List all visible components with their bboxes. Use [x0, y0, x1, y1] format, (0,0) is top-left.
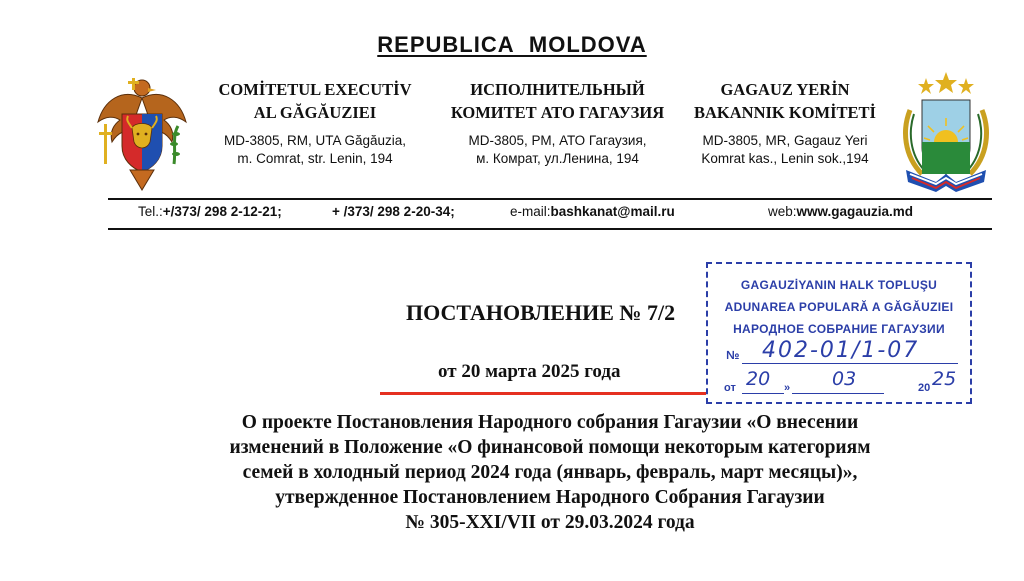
stamp-number-underline	[742, 363, 958, 364]
header-column-romanian	[200, 78, 430, 168]
subject-line: утвержденное Постановлением Народного Собрания Гагаузии	[275, 487, 825, 508]
phone-2	[332, 204, 455, 219]
header-divider-bottom	[108, 228, 992, 230]
header-column-gagauz	[680, 78, 890, 168]
stamp-line-romanian: ADUNAREA POPULARĂ A GĂGĂUZIEI	[724, 300, 954, 314]
stamp-line-gagauz: GAGAUZİYANIN HALK TOPLUŞU	[740, 278, 938, 292]
stamp-month-handwritten: 03	[832, 368, 857, 390]
address-ru: MD-3805, РМ, АТО Гагаузия, м. Комрат, ул.Ленина, 194	[468, 133, 647, 166]
stamp-date-row	[722, 368, 958, 398]
subject-line: семей в холодный период 2024 года (январь, февраль, март месяцы)»,	[242, 462, 858, 483]
red-underline	[380, 392, 706, 395]
website	[768, 204, 913, 219]
subject-line: О проекте Постановления Народного собрания Гагаузии «О внесении	[241, 412, 859, 433]
moldova-coat-of-arms	[92, 70, 192, 192]
committee-name-gag: GAGAUZ YERİN BAKANNIK KOMİTETİ	[694, 80, 876, 122]
stamp-day-handwritten: 20	[746, 368, 771, 390]
stamp-day-quote: »	[784, 382, 791, 394]
email-label: e-mail:	[510, 204, 551, 219]
gagauzia-coat-of-arms	[896, 70, 996, 194]
phone-2-value: + /373/ 298 2-20-34;	[332, 204, 455, 219]
stamp-number-row	[722, 338, 958, 368]
subject-line: изменений в Положение «О финансовой помощи некоторым категориям	[229, 437, 871, 458]
stamp-number-handwritten: 402-01/1-07	[762, 338, 920, 363]
country-heading	[0, 32, 1024, 58]
stamp-month-underline	[792, 393, 884, 394]
phone-label: Tel.:	[138, 204, 163, 219]
decree-subject	[120, 410, 980, 535]
address-ro: MD-3805, RM, UTA Găgăuzia, m. Comrat, str. Lenin, 194	[223, 133, 407, 166]
address-gag: MD-3805, MR, Gagauz Yeri Komrat kas., Lenin sok.,194	[701, 133, 869, 166]
stamp-year-handwritten: 25	[932, 368, 957, 390]
committee-name-ru: ИСПОЛНИТЕЛЬНЫЙ КОМИТЕТ АТО ГАГАУЗИЯ	[450, 80, 665, 122]
committee-name-ro: COMİTETUL EXECUTİV AL GĂGĂUZIEI	[218, 80, 412, 122]
phone-1-value: +/373/ 298 2-12-21;	[162, 204, 282, 219]
header-divider-top	[108, 198, 992, 200]
web-label: web:	[768, 204, 797, 219]
web-value[interactable]: www.gagauzia.md	[796, 204, 914, 219]
stamp-line-russian: НАРОДНОЕ СОБРАНИЕ ГАГАУЗИИ	[733, 322, 945, 336]
decree-title: ПОСТАНОВЛЕНИЕ № 7/2	[406, 300, 676, 325]
email-value[interactable]: bashkanat@mail.ru	[550, 204, 675, 219]
country-heading-text: REPUBLICA MOLDOVA	[377, 32, 647, 57]
email	[510, 204, 675, 219]
registration-stamp	[706, 262, 972, 404]
stamp-year-prefix: 20	[918, 382, 931, 394]
subject-line: № 305-XXI/VII от 29.03.2024 года	[405, 512, 695, 533]
phone-1	[138, 204, 282, 219]
stamp-day-underline	[742, 393, 784, 394]
stamp-date-prefix: от	[724, 382, 736, 394]
decree-date: от 20 марта 2025 года	[438, 361, 621, 382]
stamp-number-sign: №	[726, 348, 740, 362]
header-column-russian	[440, 78, 675, 168]
